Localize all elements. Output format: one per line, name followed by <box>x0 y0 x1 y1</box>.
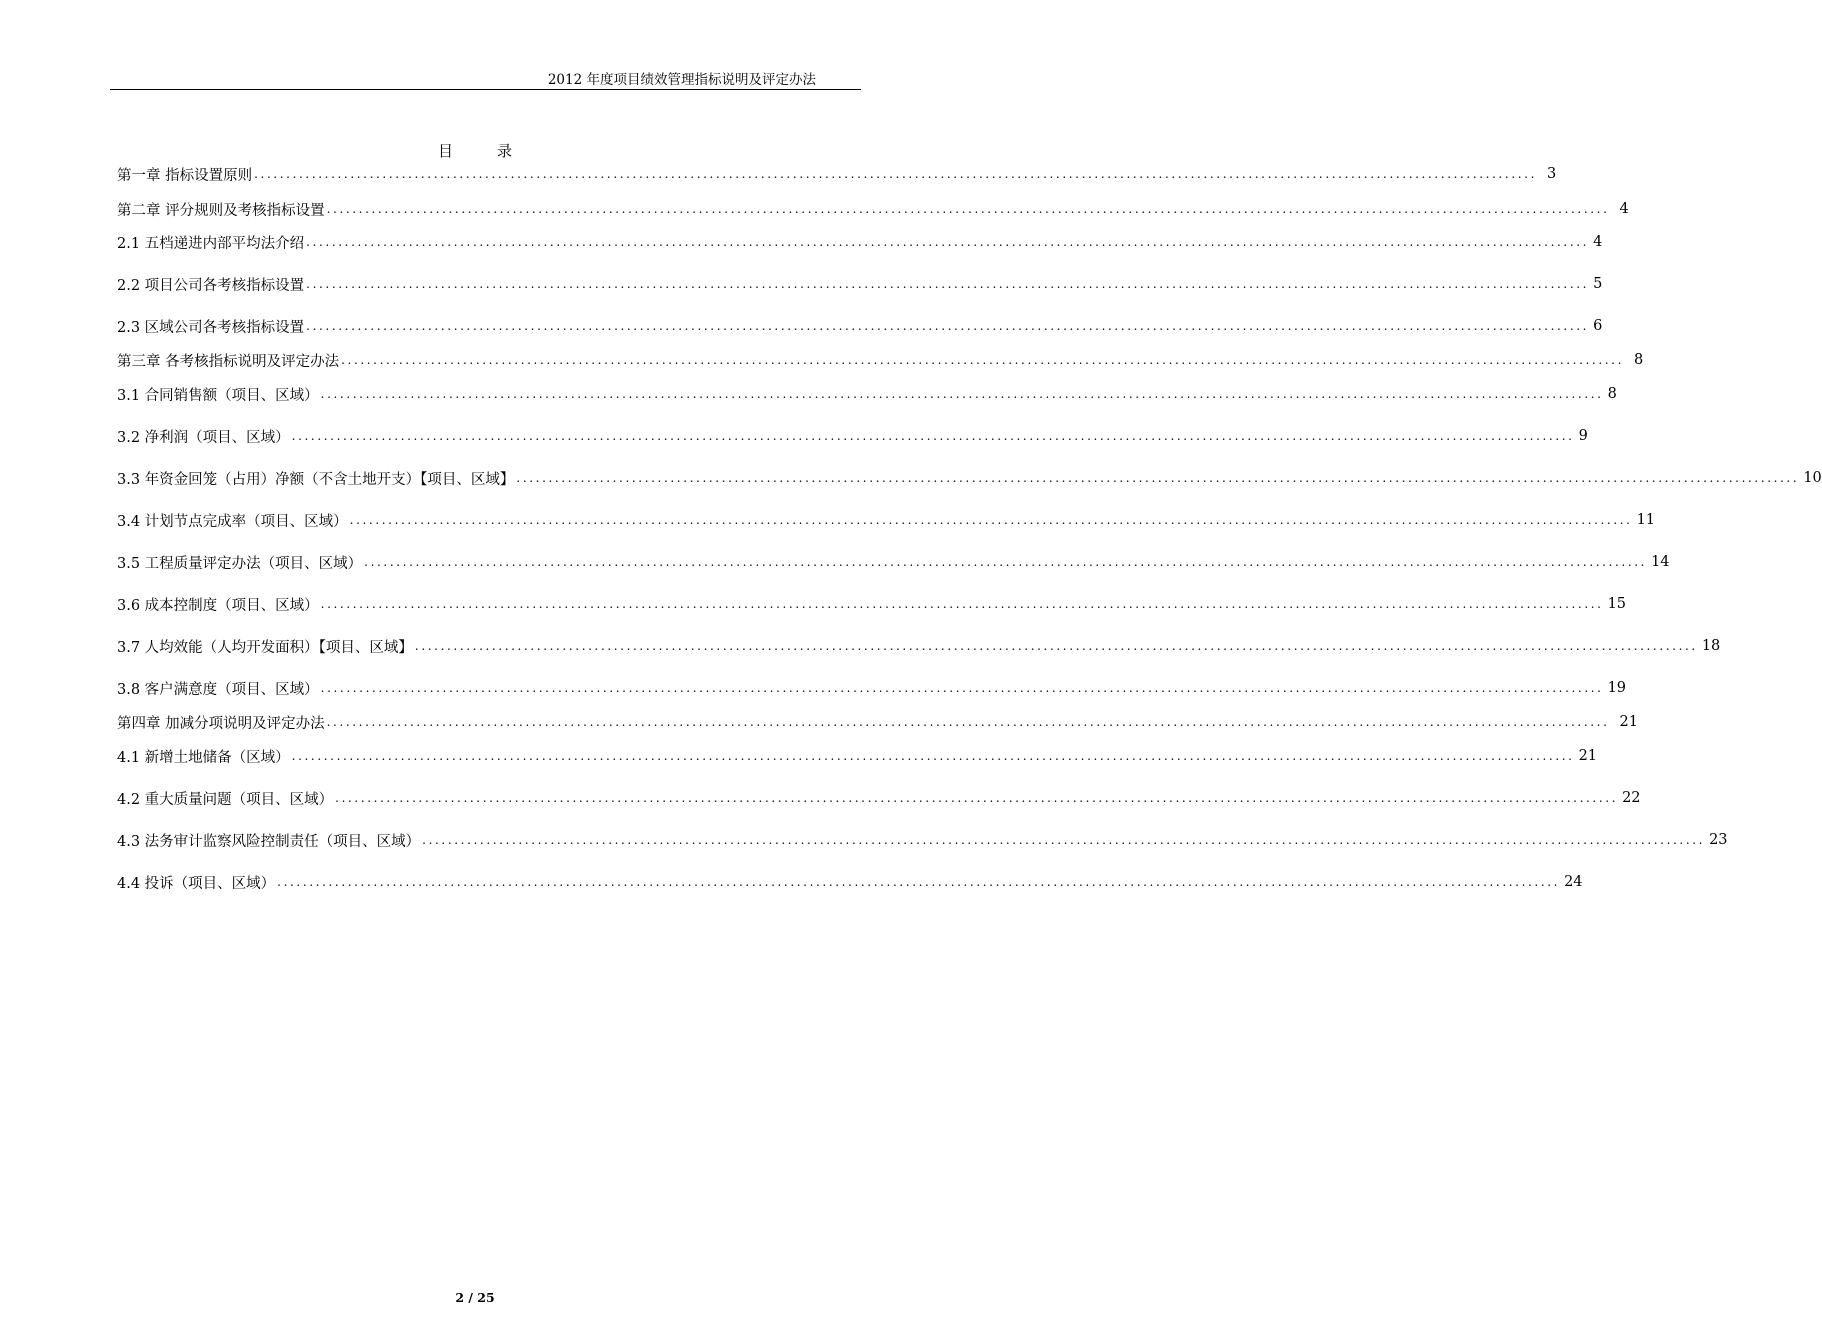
toc-entry-page: 4 <box>1593 234 1603 250</box>
toc-entry-label: 第二章 评分规则及考核指标设置 <box>117 202 325 219</box>
toc-entry-3-3[interactable] <box>117 468 1822 488</box>
toc-entry-page: 8 <box>1634 352 1644 368</box>
toc-heading-left: 目 <box>437 142 453 160</box>
running-header-title: 2012 年度项目绩效管理指标说明及评定办法 <box>547 72 816 88</box>
toc-entry-label: 3.2 净利润（项目、区域） <box>117 429 290 446</box>
toc-leader-dots: ........................................................................................................................................................................................................ <box>364 555 1648 569</box>
toc-entry-page: 3 <box>1547 166 1557 182</box>
toc-entry-label: 4.2 重大质量问题（项目、区域） <box>117 791 334 808</box>
toc-entry-label: 4.1 新增土地储备（区域） <box>117 749 290 766</box>
toc-entry-page: 24 <box>1564 874 1583 890</box>
toc-entry-4-2[interactable] <box>117 788 1641 808</box>
toc-entry-label: 2.3 区域公司各考核指标设置 <box>117 319 305 336</box>
toc-entry-label: 2.2 项目公司各考核指标设置 <box>117 277 305 294</box>
toc-leader-dots: ........................................................................................................................................................................................................ <box>516 471 1800 485</box>
toc-leader-dots: ........................................................................................................................................................................................................ <box>306 319 1590 333</box>
toc-entry-2-3[interactable] <box>117 316 1603 336</box>
toc-leader-dots: ........................................................................................................................................................................................................ <box>320 387 1604 401</box>
toc-entry-label: 第一章 指标设置原则 <box>117 167 253 184</box>
toc-entry-label: 3.7 人均效能（人均开发面积）【项目、区域】 <box>117 639 413 656</box>
toc-entry-4-4[interactable] <box>117 872 1583 892</box>
toc-entry-chapter-2[interactable] <box>117 199 1629 219</box>
toc-entry-3-4[interactable] <box>117 510 1656 530</box>
toc-entry-3-5[interactable] <box>117 552 1670 572</box>
toc-entry-label: 3.5 工程质量评定办法（项目、区域） <box>117 555 363 572</box>
toc-entry-page: 14 <box>1651 554 1670 570</box>
toc-entry-label: 3.4 计划节点完成率（项目、区域） <box>117 513 348 530</box>
toc-entry-label: 3.3 年资金回笼（占用）净额（不含土地开支）【项目、区域】 <box>117 471 515 488</box>
toc-entry-page: 8 <box>1607 386 1617 402</box>
toc-leader-dots: ........................................................................................................................................................................................................ <box>414 639 1698 653</box>
toc-entry-chapter-4[interactable] <box>117 712 1638 732</box>
toc-entry-label: 第三章 各考核指标说明及评定办法 <box>117 353 340 370</box>
toc-leader-dots: ........................................................................................................................................................................................................ <box>291 429 1575 443</box>
toc-heading-right: 录 <box>497 142 513 160</box>
toc-entry-page: 5 <box>1593 276 1603 292</box>
toc-entry-label: 2.1 五档递进内部平均法介绍 <box>117 235 305 252</box>
toc-entry-page: 21 <box>1619 714 1638 730</box>
toc-entry-3-6[interactable] <box>117 594 1627 614</box>
toc-leader-dots: ........................................................................................................................................................................................................ <box>326 715 1610 729</box>
toc-entry-4-1[interactable] <box>117 746 1598 766</box>
toc-entry-label: 4.4 投诉（项目、区域） <box>117 875 276 892</box>
toc-entry-3-2[interactable] <box>117 426 1588 446</box>
toc-entry-label: 4.3 法务审计监察风险控制责任（项目、区域） <box>117 833 421 850</box>
toc-leader-dots: ........................................................................................................................................................................................................ <box>254 167 1537 181</box>
toc-entry-2-1[interactable] <box>117 232 1603 252</box>
toc-entry-page: 10 <box>1803 470 1822 486</box>
toc-heading <box>0 140 950 161</box>
toc-entry-2-2[interactable] <box>117 274 1603 294</box>
toc-leader-dots: ........................................................................................................................................................................................................ <box>320 681 1604 695</box>
toc-leader-dots: ........................................................................................................................................................................................................ <box>326 202 1610 216</box>
toc-leader-dots: ........................................................................................................................................................................................................ <box>306 277 1590 291</box>
toc-leader-dots: ........................................................................................................................................................................................................ <box>341 353 1624 367</box>
header-rule <box>110 89 861 90</box>
toc-entry-chapter-3[interactable] <box>117 350 1644 370</box>
toc-entry-label: 第四章 加减分项说明及评定办法 <box>117 715 325 732</box>
toc-entry-page: 9 <box>1578 428 1588 444</box>
toc-entry-label: 3.1 合同销售额（项目、区域） <box>117 387 319 404</box>
toc-entry-page: 22 <box>1622 790 1641 806</box>
toc-entry-4-3[interactable] <box>117 830 1728 850</box>
toc-leader-dots: ........................................................................................................................................................................................................ <box>422 833 1706 847</box>
toc-leader-dots: ........................................................................................................................................................................................................ <box>349 513 1633 527</box>
toc-entry-3-1[interactable] <box>117 384 1617 404</box>
toc-entry-label: 3.8 客户满意度（项目、区域） <box>117 681 319 698</box>
toc-entry-page: 15 <box>1607 596 1627 612</box>
toc-leader-dots: ........................................................................................................................................................................................................ <box>320 597 1604 611</box>
toc-leader-dots: ........................................................................................................................................................................................................ <box>306 235 1590 249</box>
toc-entry-page: 4 <box>1619 201 1629 217</box>
toc-entry-page: 11 <box>1636 512 1656 528</box>
toc-entry-page: 6 <box>1593 318 1603 334</box>
page-number: 2 / 25 <box>455 1290 495 1305</box>
toc-entry-label: 3.6 成本控制度（项目、区域） <box>117 597 319 614</box>
toc-entry-page: 19 <box>1607 680 1627 696</box>
toc-entry-3-8[interactable] <box>117 678 1627 698</box>
toc-entry-page: 23 <box>1709 832 1728 848</box>
toc-leader-dots: ........................................................................................................................................................................................................ <box>277 875 1561 889</box>
toc-entry-3-7[interactable] <box>117 636 1721 656</box>
toc-entry-page: 21 <box>1578 748 1598 764</box>
toc-entry-page: 18 <box>1701 638 1721 654</box>
toc-leader-dots: ........................................................................................................................................................................................................ <box>335 791 1619 805</box>
toc-leader-dots: ........................................................................................................................................................................................................ <box>291 749 1575 763</box>
toc-entry-chapter-1[interactable] <box>117 164 1557 184</box>
